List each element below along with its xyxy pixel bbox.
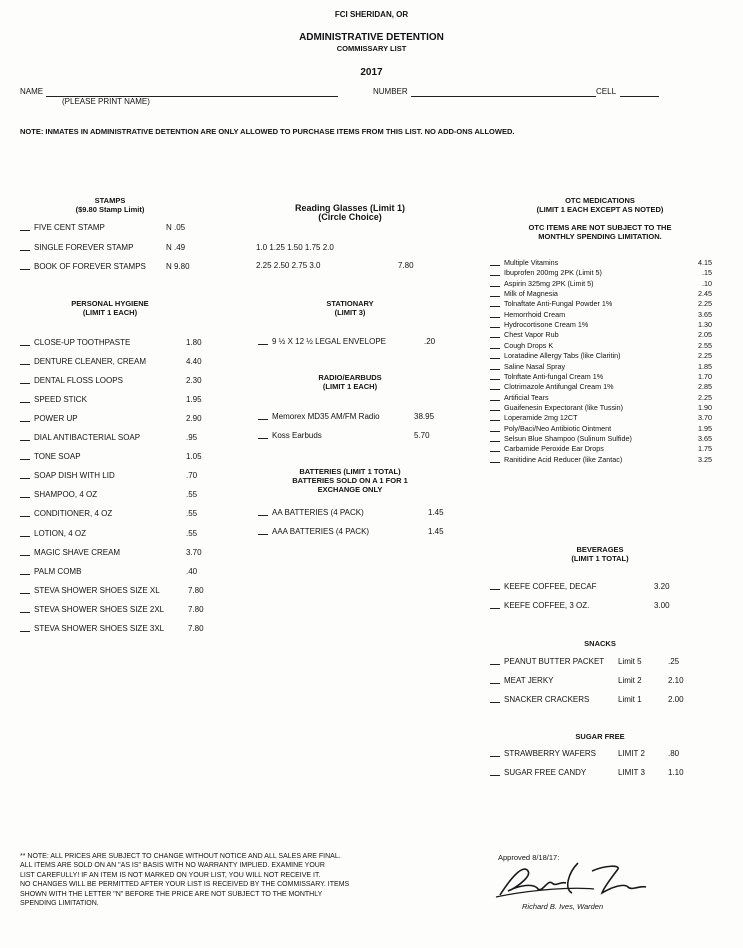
checkbox-blank[interactable] [20,345,30,346]
checkbox-blank[interactable] [490,451,500,452]
item-price: 1.70 [698,371,712,381]
checkbox-blank[interactable] [20,402,30,403]
item-name: SINGLE FOREVER STAMP [34,242,134,252]
item-price: 2.85 [698,382,712,392]
stationary-subtitle: (LIMIT 3) [334,308,366,317]
checkbox-blank[interactable] [20,421,30,422]
beverage-item[interactable] [490,582,712,593]
item-price: 3.70 [186,547,202,557]
checkbox-blank[interactable] [490,702,500,703]
item-price: .95 [186,433,198,443]
radio-item[interactable] [258,412,448,423]
stationary-title: STATIONARY [326,299,374,308]
checkbox-blank[interactable] [20,593,30,594]
warden-signature [494,859,654,901]
otc-item[interactable] [490,444,712,453]
item-name: STEVA SHOWER SHOES SIZE 2XL [34,604,165,614]
item-price: 1.95 [698,423,712,433]
item-price: 1.30 [698,320,712,330]
item-price: N .49 [166,242,186,252]
otc-note-line-1: OTC ITEMS ARE NOT SUBJECT TO THE [528,223,672,232]
footer-note-line: ** NOTE: ALL PRICES ARE SUBJECT TO CHANGE WITHOUT NOTICE AND ALL SALES ARE FINAL. [20,853,341,860]
item-price: .25 [668,657,680,666]
hygiene-item[interactable] [20,567,230,578]
item-limit: Limit 2 [618,676,642,685]
item-price: 5.70 [414,431,430,440]
hygiene-item[interactable] [20,376,230,387]
checkbox-blank[interactable] [258,438,268,439]
otc-item[interactable] [490,372,712,381]
item-price: .10 [702,278,712,288]
checkbox-blank[interactable] [490,379,500,380]
item-price: 7.80 [188,585,204,595]
checkbox-blank[interactable] [20,269,30,270]
checkbox-blank[interactable] [20,459,30,460]
battery-item[interactable] [258,527,448,538]
item-name: KEEFE COFFEE, 3 OZ. [504,601,590,610]
number-field[interactable] [411,96,596,97]
hygiene-title: PERSONAL HYGIENE [71,299,149,308]
otc-item[interactable] [490,351,712,360]
checkbox-blank[interactable] [490,683,500,684]
glasses-options-row-2[interactable]: 2.25 2.50 2.75 3.0 [256,261,321,270]
item-price: 2.30 [186,376,202,386]
snacks-title: SNACKS [584,639,616,648]
hygiene-subtitle: (LIMIT 1 EACH) [82,308,138,317]
checkbox-blank[interactable] [490,400,500,401]
item-name: Clotrimazole Antifungal Cream 1% [504,382,614,392]
item-price: .70 [186,471,198,481]
item-price: 38.95 [414,412,435,421]
checkbox-blank[interactable] [258,344,268,345]
checkbox-blank[interactable] [20,497,30,498]
otc-item[interactable] [490,382,712,391]
hygiene-item[interactable] [20,490,230,501]
item-name: Multiple Vitamins [504,258,559,267]
approval-date: Approved 8/18/17: [498,853,560,862]
name-label: NAME [20,87,44,96]
beverages-subtitle: (LIMIT 1 TOTAL) [571,554,629,563]
item-name: PEANUT BUTTER PACKET [504,657,605,666]
sugar-free-item[interactable] [490,768,712,779]
item-name: STEVA SHOWER SHOES SIZE XL [34,585,160,595]
checkbox-blank[interactable] [258,419,268,420]
otc-item[interactable] [490,299,712,308]
item-price: 2.10 [668,676,684,685]
item-name: SOAP DISH WITH LID [34,471,115,481]
checkbox-blank[interactable] [490,327,500,328]
checkbox-blank[interactable] [490,420,500,421]
snack-item[interactable] [490,676,712,687]
item-price: 2.25 [698,392,712,402]
item-name: Guaifenesin Expectorant (like Tussin) [504,402,624,412]
item-name: DENTAL FLOSS LOOPS [34,376,123,386]
item-name: CONDITIONER, 4 OZ [34,509,113,519]
item-price: 4.15 [698,258,712,267]
hygiene-item[interactable] [20,357,230,368]
item-name: Tolnaftate Anti-Fungal Powder 1% [504,299,613,309]
checkbox-blank[interactable] [20,612,30,613]
item-price: 4.40 [186,357,202,367]
checkbox-blank[interactable] [490,265,500,266]
number-label: NUMBER [373,87,408,96]
item-price: 2.25 [698,299,712,309]
otc-item[interactable] [490,258,712,267]
item-price: 3.00 [654,601,670,610]
checkbox-blank[interactable] [20,631,30,632]
checkbox-blank[interactable] [20,250,30,251]
item-name: Ranitidine Acid Reducer (like Zantac) [504,454,623,464]
checkbox-blank[interactable] [490,410,500,411]
otc-item[interactable] [490,424,712,433]
checkbox-blank[interactable] [490,756,500,757]
snack-item[interactable] [490,695,712,706]
footer-note-line: NO CHANGES WILL BE PERMITTED AFTER YOUR LIST IS RECEIVED BY THE COMMISSARY. ITEMS [20,881,350,889]
item-name: Chest Vapor Rub [504,330,559,340]
beverages-title: BEVERAGES [576,545,624,554]
checkbox-blank[interactable] [490,441,500,442]
item-name: Hemorrhoid Cream [504,309,566,319]
item-name: Ibuprofen 200mg 2PK (Limit 5) [504,268,602,278]
otc-item[interactable] [490,330,712,339]
item-name: Cough Drops K [504,340,554,350]
checkbox-blank[interactable] [490,306,500,307]
item-price: 1.45 [428,508,444,517]
item-price: 3.70 [698,413,712,423]
checkbox-blank[interactable] [490,286,500,287]
page-subtitle: COMMISSARY LIST [336,44,407,53]
otc-item[interactable] [490,289,712,298]
hygiene-item[interactable] [20,395,230,406]
item-name: KEEFE COFFEE, DECAF [504,582,597,591]
glasses-subtitle: (Circle Choice) [318,212,382,222]
item-name: Hydrocortisone Cream 1% [504,320,589,330]
item-price: .55 [186,509,198,519]
checkbox-blank[interactable] [490,296,500,297]
hygiene-item[interactable] [20,509,230,520]
item-name: Koss Earbuds [272,431,322,440]
item-price: 1.90 [698,402,712,412]
item-name: SUGAR FREE CANDY [504,768,587,777]
footer-disclaimer [20,852,349,908]
checkbox-blank[interactable] [490,462,500,463]
item-price: .55 [186,528,198,538]
otc-item[interactable] [490,320,712,329]
item-price: 1.85 [698,361,712,371]
item-name: AAA BATTERIES (4 PACK) [272,527,370,536]
item-price: 1.75 [698,444,712,454]
item-name: POWER UP [34,414,78,424]
checkbox-blank[interactable] [20,516,30,517]
hygiene-item[interactable] [20,338,230,349]
item-name: PALM COMB [34,566,82,576]
battery-item[interactable] [258,508,448,519]
radio-item[interactable] [258,431,448,442]
item-price: 2.00 [668,695,684,704]
restriction-note: NOTE: INMATES IN ADMINISTRATIVE DETENTION ARE ONLY ALLOWED TO PURCHASE ITEMS FROM THIS LIST. NO ADD-ONS ALLOWED. [20,127,515,136]
item-name: SHAMPOO, 4 OZ [34,490,98,500]
hygiene-item[interactable] [20,452,230,463]
envelope-item[interactable] [258,337,448,348]
checkbox-blank[interactable] [490,348,500,349]
item-name: BOOK OF FOREVER STAMPS [34,262,146,271]
otc-item[interactable] [490,279,712,288]
item-price: 2.90 [186,414,202,424]
checkbox-blank[interactable] [490,317,500,318]
radio-title: RADIO/EARBUDS [318,373,382,382]
radio-subtitle: (LIMIT 1 EACH) [322,382,378,391]
item-price: 7.80 [188,604,204,614]
item-price: 3.65 [698,433,712,443]
batteries-exchange-note: BATTERIES SOLD ON A 1 FOR 1 [292,476,408,485]
checkbox-blank[interactable] [20,536,30,537]
checkbox-blank[interactable] [490,358,500,359]
footer-note-line: SPENDING LIMITATION. [20,900,99,908]
item-name: STRAWBERRY WAFERS [504,749,597,758]
hygiene-item[interactable] [20,624,230,635]
item-name: 9 ½ X 12 ½ LEGAL ENVELOPE [272,337,386,346]
item-name: Artificial Tears [504,392,549,402]
item-name: Poly/Baci/Neo Antibiotic Ointment [504,423,612,433]
item-limit: Limit 5 [618,657,642,666]
item-name: DIAL ANTIBACTERIAL SOAP [34,433,141,443]
checkbox-blank[interactable] [20,574,30,575]
checkbox-blank[interactable] [490,608,500,609]
cell-field[interactable] [620,96,659,97]
otc-item[interactable] [490,393,712,402]
stamps-title: STAMPS [94,196,126,205]
item-price: .40 [186,566,198,576]
glasses-price: 7.80 [398,261,414,270]
checkbox-blank[interactable] [490,589,500,590]
checkbox-blank[interactable] [20,555,30,556]
item-name: Carbamide Peroxide Ear Drops [504,444,604,454]
item-price: 2.45 [698,289,712,299]
name-hint: (PLEASE PRINT NAME) [62,97,150,106]
item-name: Milk of Magnesia [504,289,558,299]
otc-item[interactable] [490,268,712,277]
stamp-item[interactable] [20,262,220,273]
checkbox-blank[interactable] [258,515,268,516]
item-limit: Limit 1 [618,695,642,704]
item-price: 3.65 [698,309,712,319]
otc-item[interactable] [490,413,712,422]
cell-label: CELL [596,87,617,96]
otc-item[interactable] [490,310,712,319]
checkbox-blank[interactable] [490,389,500,390]
item-price: 1.05 [186,452,202,462]
item-price: 2.25 [698,351,712,361]
otc-item[interactable] [490,403,712,412]
otc-item[interactable] [490,434,712,443]
checkbox-blank[interactable] [490,775,500,776]
beverage-item[interactable] [490,601,712,612]
checkbox-blank[interactable] [490,431,500,432]
item-name: TONE SOAP [34,452,81,462]
checkbox-blank[interactable] [258,534,268,535]
item-price: 2.55 [698,340,712,350]
item-price: 1.45 [428,527,444,536]
checkbox-blank[interactable] [20,364,30,365]
item-price: 1.80 [186,338,202,347]
year-label: 2017 [360,67,383,78]
checkbox-blank[interactable] [490,275,500,276]
hygiene-item[interactable] [20,548,230,559]
hygiene-item[interactable] [20,433,230,444]
item-name: Loperamide 2mg 12CT [504,413,578,423]
item-name: MEAT JERKY [504,676,554,685]
item-price: .55 [186,490,198,500]
checkbox-blank[interactable] [20,440,30,441]
item-limit: LIMIT 2 [618,749,645,758]
hygiene-item[interactable] [20,586,230,597]
hygiene-item[interactable] [20,529,230,540]
item-price: .80 [668,749,680,758]
item-name: AA BATTERIES (4 PACK) [272,508,364,517]
snack-item[interactable] [490,657,712,668]
item-name: Aspirin 325mg 2PK (Limit 5) [504,278,594,288]
item-price: 3.25 [698,454,712,464]
otc-note-line-2: MONTHLY SPENDING LIMITATION. [538,232,662,241]
otc-subtitle: (LIMIT 1 EACH EXCEPT AS NOTED) [536,205,664,214]
checkbox-blank[interactable] [490,369,500,370]
footer-note-line: LIST CAREFULLY! IF AN ITEM IS NOT MARKED ON YOUR LIST, YOU WILL NOT RECEIVE IT. [20,871,321,879]
checkbox-blank[interactable] [20,383,30,384]
item-name: Selsun Blue Shampoo (Sulinum Sulfide) [504,433,632,443]
item-name: SNACKER CRACKERS [504,695,590,704]
stamp-item[interactable] [20,223,220,234]
footer-note-line: ALL ITEMS ARE SOLD ON AN "AS IS" BASIS WITH NO WARRANTY IMPLIED. EXAMINE YOUR [20,862,325,870]
item-name: STEVA SHOWER SHOES SIZE 3XL [34,623,165,633]
hygiene-item[interactable] [20,471,230,482]
otc-item[interactable] [490,455,712,464]
item-name: Tolnftate Anti-fungal Cream 1% [504,371,604,381]
facility-name: FCI SHERIDAN, OR [334,10,409,19]
otc-title: OTC MEDICATIONS [565,196,635,205]
item-price: .20 [424,337,436,346]
hygiene-item[interactable] [20,605,230,616]
stamps-subtitle: ($9.80 Stamp Limit) [75,205,145,214]
item-price: N 9.80 [166,262,190,271]
item-limit: LIMIT 3 [618,768,645,777]
batteries-exchange-only: EXCHANGE ONLY [317,485,383,494]
page-title: ADMINISTRATIVE DETENTION [299,32,444,43]
item-price: 1.10 [668,768,684,777]
footer-note-line: SHOWN WITH THE LETTER "N" BEFORE THE PRICE ARE NOT SUBJECT TO THE MONTHLY [20,890,323,898]
item-name: Loratadine Allergy Tabs (like Claritin) [504,351,621,361]
batteries-title: BATTERIES (LIMIT 1 TOTAL) [299,467,401,476]
warden-name: Richard B. Ives, Warden [522,902,604,911]
otc-item[interactable] [490,362,712,371]
otc-item[interactable] [490,341,712,350]
item-price: N .05 [166,223,186,232]
sugar-free-title: SUGAR FREE [575,732,625,741]
item-price: 7.80 [188,623,204,633]
item-name: Saline Nasal Spray [504,361,566,371]
item-price: .15 [702,268,712,278]
item-name: SPEED STICK [34,395,87,405]
item-name: MAGIC SHAVE CREAM [34,547,121,557]
stamp-item[interactable] [20,243,220,254]
item-price: 3.20 [654,582,670,591]
checkbox-blank[interactable] [490,664,500,665]
item-name: DENTURE CLEANER, CREAM [34,357,147,367]
sugar-free-item[interactable] [490,749,712,760]
item-price: 1.95 [186,395,202,405]
checkbox-blank[interactable] [490,337,500,338]
item-name: FIVE CENT STAMP [34,223,105,232]
item-name: Memorex MD35 AM/FM Radio [272,412,380,421]
item-name: LOTION, 4 OZ [34,528,87,538]
glasses-title: Reading Glasses (Limit 1) [294,203,406,213]
checkbox-blank[interactable] [20,230,30,231]
item-name: CLOSE-UP TOOTHPASTE [34,338,131,347]
checkbox-blank[interactable] [20,478,30,479]
glasses-options-row-1[interactable]: 1.0 1.25 1.50 1.75 2.0 [256,243,334,252]
item-price: 2.05 [698,330,712,340]
hygiene-item[interactable] [20,414,230,425]
